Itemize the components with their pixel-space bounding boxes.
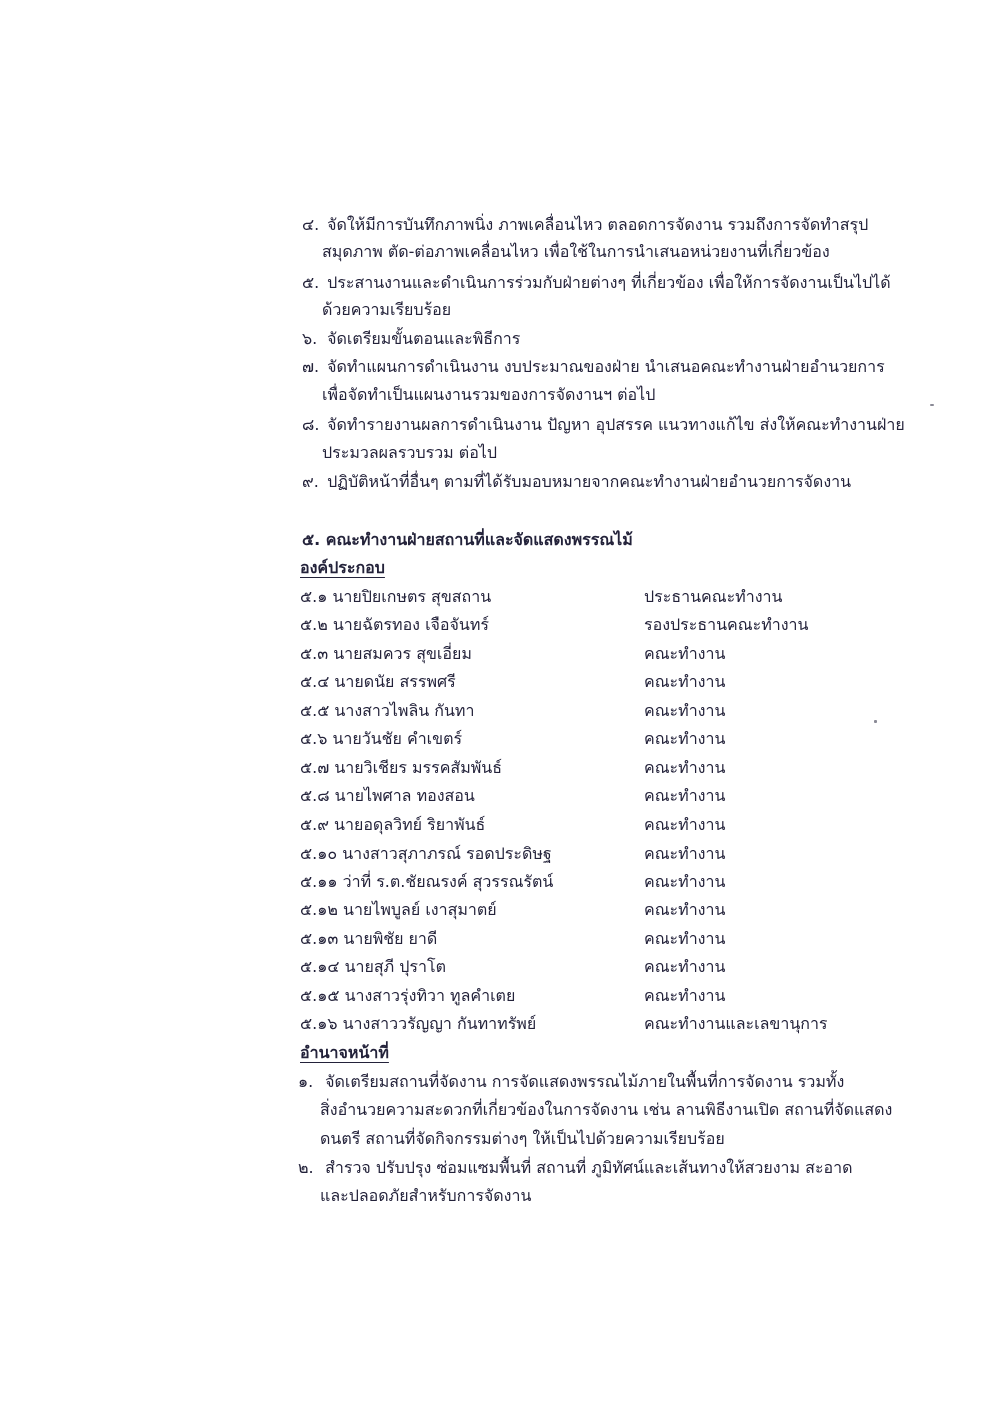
member-row bbox=[300, 728, 462, 750]
member-role: คณะทำงาน bbox=[644, 701, 726, 720]
member-role: คณะทำงาน bbox=[644, 929, 726, 948]
item-number: ๘. bbox=[302, 415, 320, 434]
member-name: นายฉัตรทอง เจือจันทร์ bbox=[332, 615, 489, 634]
member-name: นางสาวสุภาภรณ์ รอดประดิษฐ bbox=[342, 844, 552, 863]
member-row bbox=[300, 843, 552, 865]
member-row bbox=[300, 757, 502, 779]
member-name: นายอดุลวิทย์ ริยาพันธ์ bbox=[334, 815, 486, 834]
item-text: จัดทำรายงานผลการดำเนินงาน ปัญหา อุปสรรค แนวทางแก้ไข ส่งให้คณะทำงานฝ่าย bbox=[327, 415, 905, 434]
item-number: ๕. bbox=[302, 273, 320, 292]
item-text: จัดเตรียมขั้นตอนและพิธีการ bbox=[327, 329, 521, 348]
member-role: ประธานคณะทำงาน bbox=[644, 587, 783, 606]
item-text: จัดให้มีการบันทึกภาพนิ่ง ภาพเคลื่อนไหว ตลอดการจัดงาน รวมถึงการจัดทำสรุป bbox=[327, 215, 869, 234]
member-name: นายพิชัย ยาดี bbox=[343, 929, 438, 948]
member-number: ๕.๔ bbox=[300, 672, 330, 691]
member-row bbox=[300, 814, 485, 836]
member-row bbox=[300, 1013, 536, 1035]
item-text-continued: และปลอดภัยสำหรับการจัดงาน bbox=[320, 1186, 532, 1205]
member-number: ๕.๑๑ bbox=[300, 872, 338, 891]
item-text: ปฏิบัติหน้าที่อื่นๆ ตามที่ได้รับมอบหมายจากคณะทำงานฝ่ายอำนวยการจัดงาน bbox=[327, 472, 852, 491]
member-number: ๕.๖ bbox=[300, 729, 328, 748]
item-number: ๑. bbox=[298, 1072, 314, 1091]
member-role: คณะทำงาน bbox=[644, 729, 726, 748]
member-role: รองประธานคณะทำงาน bbox=[644, 615, 809, 634]
member-row bbox=[300, 871, 553, 893]
member-role: คณะทำงาน bbox=[644, 644, 726, 663]
member-number: ๕.๓ bbox=[300, 644, 329, 663]
member-row bbox=[300, 614, 489, 636]
scan-speck bbox=[874, 720, 877, 723]
member-name: นายวันชัย คำเขตร์ bbox=[332, 729, 463, 748]
member-role: คณะทำงานและเลขานุการ bbox=[644, 1014, 828, 1033]
member-number: ๕.๙ bbox=[300, 815, 329, 834]
item-text: จัดทำแผนการดำเนินงาน งบประมาณของฝ่าย นำเสนอคณะทำงานฝ่ายอำนวยการ bbox=[327, 357, 885, 376]
member-role: คณะทำงาน bbox=[644, 872, 726, 891]
member-number: ๕.๑๐ bbox=[300, 844, 338, 863]
item-text-continued: สิ่งอำนวยความสะดวกที่เกี่ยวข้องในการจัดงาน เช่น ลานพิธีงานเปิด สถานที่จัดแสดง bbox=[320, 1100, 893, 1119]
member-row bbox=[300, 643, 472, 665]
member-number: ๕.๑๒ bbox=[300, 900, 338, 919]
list-item bbox=[302, 214, 868, 236]
member-name: นายดนัย สรรพศรี bbox=[334, 672, 456, 691]
item-text: ประสานงานและดำเนินการร่วมกับฝ่ายต่างๆ ที่เกี่ยวข้อง เพื่อให้การจัดงานเป็นไปได้ bbox=[327, 273, 891, 292]
list-item bbox=[302, 414, 905, 436]
item-text-continued: ดนตรี สถานที่จัดกิจกรรมต่างๆ ให้เป็นไปด้วยความเรียบร้อย bbox=[320, 1129, 725, 1148]
member-role: คณะทำงาน bbox=[644, 844, 726, 863]
member-role: คณะทำงาน bbox=[644, 900, 726, 919]
item-number: ๗. bbox=[302, 357, 320, 376]
member-number: ๕.๑ bbox=[300, 587, 328, 606]
member-row bbox=[300, 785, 475, 807]
member-role: คณะทำงาน bbox=[644, 815, 726, 834]
item-text-continued: ด้วยความเรียบร้อย bbox=[322, 300, 452, 319]
member-number: ๕.๑๓ bbox=[300, 929, 339, 948]
member-row bbox=[300, 586, 491, 608]
member-number: ๕.๕ bbox=[300, 701, 330, 720]
item-text: จัดเตรียมสถานที่จัดงาน การจัดแสดงพรรณไม้ภายในพื้นที่การจัดงาน รวมทั้ง bbox=[325, 1072, 845, 1091]
member-name: นางสาวไพลิน กันทา bbox=[334, 701, 475, 720]
list-item bbox=[302, 328, 520, 350]
member-role: คณะทำงาน bbox=[644, 786, 726, 805]
member-number: ๕.๑๔ bbox=[300, 957, 340, 976]
item-number: ๖. bbox=[302, 329, 318, 348]
item-text: สำรวจ ปรับปรุง ซ่อมแซมพื้นที่ สถานที่ ภูมิทัศน์และเส้นทางให้สวยงาม สะอาด bbox=[325, 1158, 853, 1177]
member-role: คณะทำงาน bbox=[644, 957, 726, 976]
list-item bbox=[302, 471, 851, 493]
member-name: ว่าที่ ร.ต.ชัยณรงค์ สุวรรณรัตน์ bbox=[342, 872, 554, 891]
member-number: ๕.๗ bbox=[300, 758, 330, 777]
item-number: ๙. bbox=[302, 472, 319, 491]
member-row bbox=[300, 700, 474, 722]
list-item bbox=[298, 1071, 844, 1093]
item-number: ๔. bbox=[302, 215, 320, 234]
item-text-continued: ประมวลผลรวบรวม ต่อไป bbox=[322, 443, 498, 462]
list-item bbox=[298, 1157, 853, 1179]
list-item bbox=[302, 272, 891, 294]
member-row bbox=[300, 671, 456, 693]
member-number: ๕.๘ bbox=[300, 786, 330, 805]
item-text-continued: เพื่อจัดทำเป็นแผนงานรวมของการจัดงานฯ ต่อไป bbox=[322, 385, 656, 404]
section-heading: ๕. คณะทำงานฝ่ายสถานที่และจัดแสดงพรรณไม้ bbox=[302, 530, 633, 549]
list-item bbox=[302, 356, 885, 378]
member-name: นายสุภี ปุราโต bbox=[344, 957, 446, 976]
item-text-continued: สมุดภาพ ตัด-ต่อภาพเคลื่อนไหว เพื่อใช้ในการนำเสนอหน่วยงานที่เกี่ยวข้อง bbox=[322, 242, 830, 261]
member-name: นายวิเชียร มรรคสัมพันธ์ bbox=[334, 758, 502, 777]
authority-heading: อำนาจหน้าที่ bbox=[300, 1043, 389, 1062]
member-row bbox=[300, 956, 446, 978]
member-number: ๕.๑๖ bbox=[300, 1014, 338, 1033]
member-row bbox=[300, 899, 497, 921]
member-row bbox=[300, 985, 515, 1007]
item-number: ๒. bbox=[298, 1158, 314, 1177]
scan-speck bbox=[930, 404, 934, 406]
member-name: นายสมควร สุขเอี่ยม bbox=[333, 644, 472, 663]
member-role: คณะทำงาน bbox=[644, 986, 726, 1005]
member-name: นางสาววรัญญา กันทาทรัพย์ bbox=[342, 1014, 537, 1033]
member-role: คณะทำงาน bbox=[644, 672, 726, 691]
member-name: นายไพศาล ทองสอน bbox=[334, 786, 475, 805]
member-name: นายไพบูลย์ เงาสุมาตย์ bbox=[343, 900, 497, 919]
member-number: ๕.๒ bbox=[300, 615, 328, 634]
member-name: นายปิยเกษตร สุขสถาน bbox=[332, 587, 492, 606]
member-row bbox=[300, 928, 437, 950]
composition-heading: องค์ประกอบ bbox=[300, 558, 385, 577]
member-role: คณะทำงาน bbox=[644, 758, 726, 777]
member-number: ๕.๑๕ bbox=[300, 986, 340, 1005]
member-name: นางสาวรุ่งทิวา ทูลคำเตย bbox=[344, 986, 516, 1005]
